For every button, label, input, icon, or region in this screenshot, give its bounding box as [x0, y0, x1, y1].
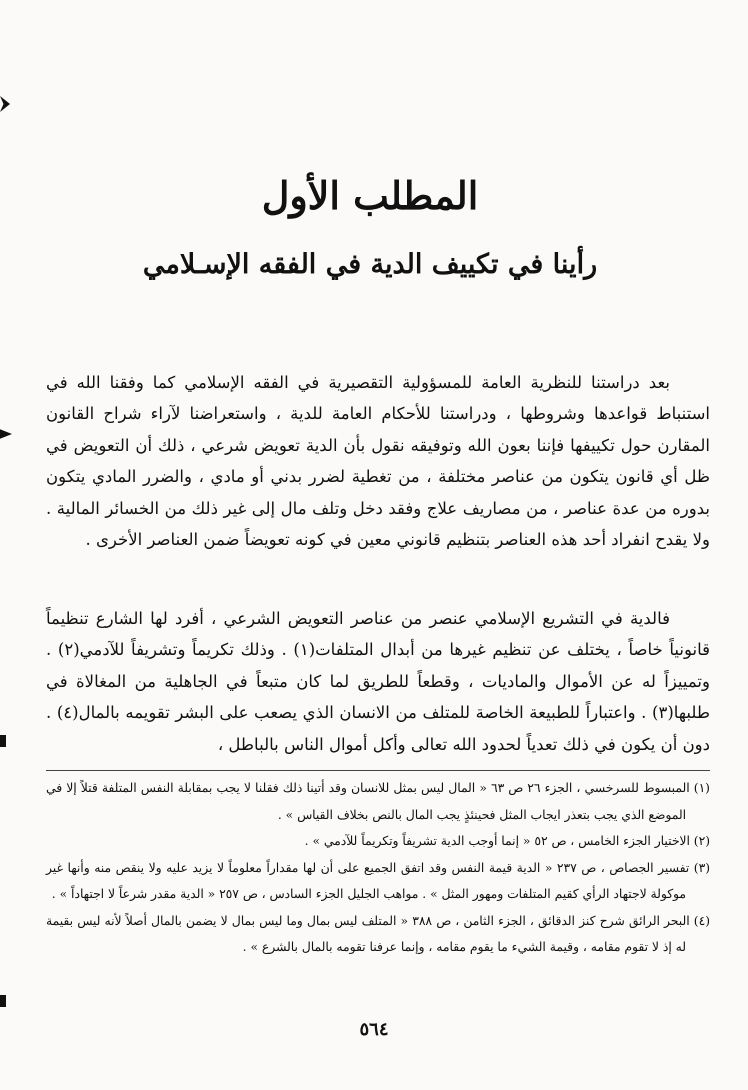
- section-subtitle: رأينا في تكييف الدية في الفقه الإسـلامي: [142, 249, 598, 280]
- footnote-2: (٢) الاختيار الجزء الخامس ، ص ٥٢ « إنما أوجب الدية تشريفاً وتكريماً للآدمي » .: [304, 834, 710, 848]
- scan-edge-mark: [0, 426, 12, 442]
- scan-edge-mark: [0, 735, 6, 747]
- section-title: المطلب الأول: [261, 173, 479, 218]
- footnote-4: (٤) البحر الرائق شرح كنز الدقائق ، الجزء الثامن ، ص ٣٨٨ « المتلف ليس بمال وما ليس بمال لا يضمن بالمال أصلاً لأنه ليس بقيمة له إذ لا تقوم مقامه ، وقيمة الشيء ما يقوم مقامه ، وإنما عرفنا تقومه بالمال بالشرع » .: [46, 913, 711, 954]
- body-paragraph-1: بعد دراستنا للنظرية العامة للمسؤولية التقصيرية في الفقه الإسلامي كما وفقنا الله في استنباط قواعدها وشروطها ، ودراستنا للأحكام العامة للدية ، واستعراضنا لآراء شراح القانون المقارن حول تكييفها فإننا بعون الله وتوفيقه نقول بأن الدية تعويض شرعي ، ذلك أن التعويض في ظل أي قانون يتكون من عناصر مختلفة ، من تغطية لضرر بدني أو مادي ، والضرر المادي يتكون بدوره من عدة عناصر ، من مصاريف علاج وفقد دخل وتلف مال إلى غير ذلك من الخسائر المالية . ولا يقدح انفراد أحد هذه العناصر بتنظيم قانوني معين في كونه تعويضاً ضمن العناصر الأخرى .: [46, 372, 710, 549]
- footnote-divider: [46, 770, 710, 771]
- footnotes: [46, 775, 710, 961]
- page-number: ٥٦٤: [359, 1019, 389, 1040]
- footnote-3: (٣) تفسير الجصاص ، ص ٢٣٧ « الدية قيمة النفس وقد اتفق الجميع على أن لها مقداراً معلوماً لا يزيد عليه ولا ينقص منه وأنها غير موكولة لاجتهاد الرأي كقيم المتلفات ومهور المثل » . مواهب الجليل الجزء السادس ، ص ٢٥٧ « الدية مقدر شرعاً لا اجتهاداً » .: [46, 860, 710, 901]
- footnote-1: (١) المبسوط للسرخسي ، الجزء ٢٦ ص ٦٣ « المال ليس بمثل للانسان وقد أتينا ذلك فقلنا لا يجب بمقابلة النفس المتلفة قتلاً إلا في الموضع الذي يجب بتعذر ايجاب المثل فحينئذٍ يجب المال بالنص بخلاف القياس » .: [46, 781, 710, 822]
- scan-edge-mark: [0, 96, 10, 112]
- body-paragraph-2: فالدية في التشريع الإسلامي عنصر من عناصر التعويض الشرعي ، أفرد لها الشارع تنظيماً قانونياً خاصاً ، يختلف عن تنظيم غيرها من أبدال المتلفات(١) . وذلك تكريماً وتشريفاً للآدمي(٢) . وتمييزاً له عن الأموال والماديات ، وقطعاً للطريق لما كان متبعاً في الجاهلية من المغالاة في طلبها(٣) . واعتباراً للطبيعة الخاصة للمتلف من الانسان الذي يصعب على البشر تقويمه بالمال(٤) . دون أن يكون في ذلك تعدياً لحدود الله تعالى وأكل أموال الناس بالباطل ،: [46, 608, 710, 754]
- scan-edge-mark: [0, 995, 6, 1007]
